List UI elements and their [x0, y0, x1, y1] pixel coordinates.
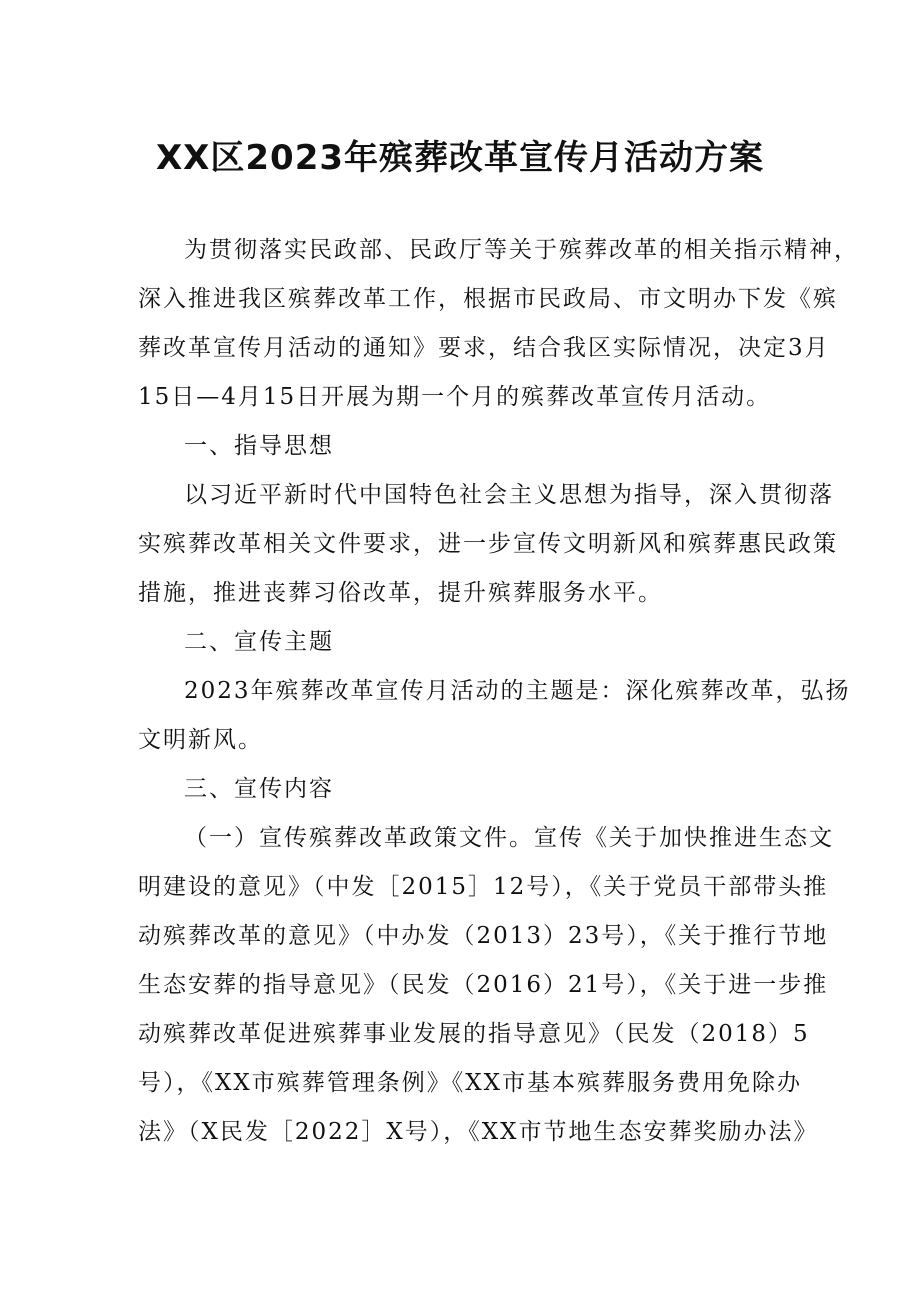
paragraph-line: 15日—4月15日开展为期一个月的殡葬改革宣传月活动。 [138, 384, 772, 410]
document-body [138, 226, 859, 1157]
section-heading: 三、宣传内容 [184, 776, 334, 802]
paragraph-line: 动殡葬改革促进殡葬事业发展的指导意见》（民发（2018）5 [138, 1021, 810, 1047]
paragraph-line: 措施，推进丧葬习俗改革，提升殡葬服务水平。 [138, 580, 663, 606]
paragraph-line: 号），《XX市殡葬管理条例》《XX市基本殡葬服务费用免除办 [138, 1070, 802, 1096]
paragraph-line: 实殡葬改革相关文件要求，进一步宣传文明新风和殡葬惠民政策 [138, 531, 838, 557]
section-heading: 一、指导思想 [184, 433, 334, 459]
paragraph-line: 动殡葬改革的意见》（中办发（2013）23号），《关于推行节地 [138, 923, 829, 949]
paragraph-line: 葬改革宣传月活动的通知》要求，结合我区实际情况，决定3月 [138, 335, 830, 361]
section-heading: 二、宣传主题 [184, 629, 334, 655]
paragraph-line: 深入推进我区殡葬改革工作，根据市民政局、市文明办下发《殡 [138, 286, 838, 312]
paragraph-line: 文明新风。 [138, 727, 263, 753]
document-title: XX区2023年殡葬改革宣传月活动方案 [155, 138, 765, 178]
paragraph-line: 2023年殡葬改革宣传月活动的主题是：深化殡葬改革，弘扬 [184, 678, 851, 704]
paragraph-line: （一）宣传殡葬改革政策文件。宣传《关于加快推进生态文 [184, 825, 834, 851]
paragraph-line: 为贯彻落实民政部、民政厅等关于殡葬改革的相关指示精神， [184, 237, 859, 263]
paragraph-line: 法》（X民发［2022］X号），《XX市节地生态安葬奖励办法》 [138, 1119, 819, 1145]
paragraph-line: 以习近平新时代中国特色社会主义思想为指导，深入贯彻落 [184, 482, 834, 508]
paragraph-line: 明建设的意见》（中发［2015］12号），《关于党员干部带头推 [138, 874, 829, 900]
paragraph-line: 生态安葬的指导意见》（民发（2016）21号），《关于进一步推 [138, 972, 829, 998]
